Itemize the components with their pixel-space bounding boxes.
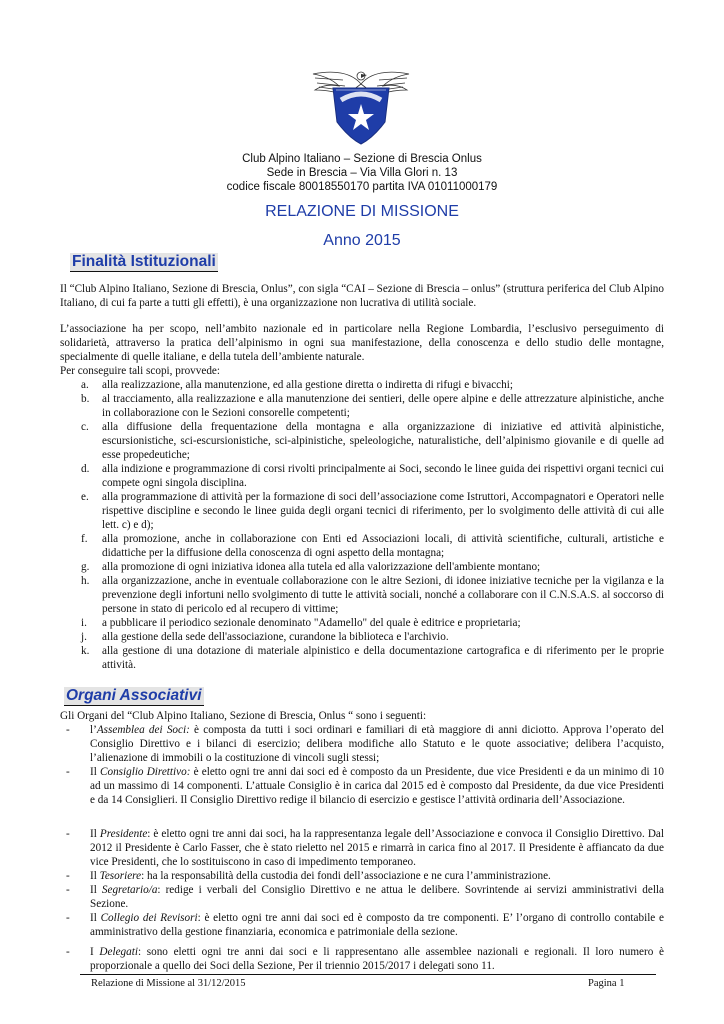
organ-item (60, 883, 664, 911)
purpose-item-text: alla indizione e programmazione di corsi rivolti principalmente ai Soci, secondo le linee guida dei rispettivi organi tecnici cui compete ogni singola disciplina. (102, 463, 664, 489)
organ-term: Delegati (99, 946, 138, 958)
organ-item-lead: Il (90, 828, 100, 840)
purpose-item (60, 378, 664, 392)
purpose-item-text: alla realizzazione, alla manutenzione, ed alla gestione diretta o indiretta di rifugi e bivacchi; (102, 379, 513, 391)
purpose-item (60, 574, 664, 616)
organ-item (60, 765, 664, 807)
paragraph-intro: Il “Club Alpino Italiano, Sezione di Brescia, Onlus”, con sigla “CAI – Sezione di Brescia – onlus” (struttura periferica del Club Alpino Italiano, di cui fa parte a tutti gli effetti), è una organizzazione non lucrativa di utilità sociale. (60, 283, 664, 309)
organ-item-text (90, 945, 664, 973)
list-marker: c. (81, 421, 89, 433)
footer-left: Relazione di Missione al 31/12/2015 (91, 978, 246, 989)
cai-logo (311, 66, 411, 146)
purpose-item (60, 532, 664, 560)
organ-description: : ha la responsabilità della custodia dei fondi dell’associazione e ne cura l’amministrazione. (141, 870, 551, 882)
list-marker: a. (81, 379, 89, 391)
organ-description: : sono eletti ogni tre anni dai soci e li rappresentano alle assemblee nazionali e regionali. Il loro numero è proporzionale a quello dei Soci della Sezione, Per il triennio 2015/2017 i delegati sono 11. (90, 946, 664, 972)
purpose-item-text: alla organizzazione, anche in eventuale collaborazione con le altre Sezioni, di idonee iniziative tecniche per la vigilanza e la prevenzione degli infortuni nello svolgimento di tutte le attività sociali, nonché a collaborare con il C.N.S.A.S. al soccorso di persone in stato di pericolo ed al recupero di vittime; (102, 575, 664, 615)
organ-item-lead: Il (90, 884, 102, 896)
organ-description: è eletto ogni tre anni dai soci ed è composto da un Presidente, due vice Presidenti e da un minimo di 10 ad un massimo di 14 componenti. L’attuale Consiglio è in carica dal 2015 ed è composto dal Presidente, da due vice Presidenti e da 14 Consiglieri. Il Consiglio Direttivo redige il bilancio di esercizio e gestisce l’attività ordinaria dell’Associazione. (90, 766, 664, 806)
organ-term: Tesoriere (99, 870, 142, 882)
organ-item-text (90, 883, 664, 911)
organ-description: è composta da tutti i soci ordinari e familiari di età maggiore di anni diciotto. Approva l’operato del Consiglio Direttivo e i bilanci di esercizio; delibera modifiche allo Statuto e le quote associative; delibera l’acquisto, l’alienazione di immobili o la costituzione di vincoli sugli stessi; (90, 724, 664, 764)
list-marker: e. (81, 491, 89, 503)
organ-item-text (90, 911, 664, 939)
purpose-item (60, 420, 664, 462)
organ-description: : è eletto ogni tre anni dai soci, ha la rappresentanza legale dell’Associazione e convoca il Consiglio Direttivo. Dal 2012 il Presidente è Carlo Fasser, che è stato rieletto nel 2015 e rimarrà in carica fino al 2017. Il Presidente è affiancato da due vice Presidenti, che lo sostituiscono in caso di impedimento temporaneo. (90, 828, 664, 868)
purpose-item-text: alla promozione di ogni iniziativa idonea alla tutela ed alla valorizzazione dell'ambiente montano; (102, 561, 541, 573)
organ-term: Segretario/a (101, 884, 158, 896)
list-marker: - (66, 912, 70, 924)
purpose-item (60, 392, 664, 420)
purpose-item-text: alla programmazione di attività per la formazione di soci dell’associazione come Istruttori, Accompagnatori e Operatori nelle rispettive discipline e secondo le linee guida degli organi tecnici di riferimento, per lo svolgimento delle attività di cui alle lett. c) e d); (102, 491, 664, 531)
page-number: Pagina 1 (588, 978, 625, 989)
organ-item-lead: I (90, 946, 100, 958)
list-marker: - (66, 828, 70, 840)
org-fiscal-code: codice fiscale 80018550170 partita IVA 01011000179 (226, 181, 498, 193)
list-marker: g. (81, 561, 90, 573)
section-heading-finalita: Finalità Istituzionali (72, 253, 216, 270)
org-name: Club Alpino Italiano – Sezione di Brescia Onlus (242, 153, 482, 165)
organ-description: : è eletto ogni tre anni dai soci ed è composto da tre componenti. E’ l’organo di controllo contabile e amministrativo della gestione finanziaria, economica e patrimoniale della sezione. (90, 912, 664, 938)
organ-description: : redige i verbali del Consiglio Direttivo e ne attua le delibere. Sovrintende ai servizi amministrativi della Sezione. (90, 884, 665, 910)
organ-item (60, 827, 664, 869)
purpose-item (60, 616, 664, 630)
organ-item (60, 869, 664, 883)
organ-item-text (90, 869, 664, 883)
list-marker: f. (81, 533, 88, 545)
organ-term: Consiglio Direttivo: (100, 766, 191, 778)
purpose-item (60, 462, 664, 490)
purpose-item-text: alla promozione, anche in collaborazione con Enti ed Associazioni locali, di attività scientifiche, culturali, artistiche e didattiche per la diffusione della conoscenza di ogni aspetto della montagna; (102, 533, 664, 559)
list-marker: d. (81, 463, 90, 475)
list-marker: i. (81, 617, 87, 629)
footer-divider (80, 974, 656, 975)
list-marker: h. (81, 575, 90, 587)
organ-item (60, 723, 664, 765)
paragraph-provvede: Per conseguire tali scopi, provvede: (60, 365, 220, 377)
organ-item (60, 945, 664, 973)
organ-item-lead: Il (90, 766, 101, 778)
list-marker: - (66, 946, 70, 958)
list-marker: j. (81, 631, 87, 643)
organ-item-lead: Il (90, 870, 100, 882)
paragraph-scopo: L’associazione ha per scopo, nell’ambito nazionale ed in particolare nella Regione Lombardia, l’esclusivo perseguimento di solidarietà, attraverso la pratica dell’alpinismo in ogni sua manifestazione, della conoscenza e dello studio delle montagne, specialmente di quelle italiane, e della tutela dell’ambiente naturale. (60, 323, 664, 363)
purpose-item-text: alla diffusione della frequentazione della montagna e alla organizzazione di iniziative ed attività alpinistiche, escursionistiche, sci-escursionistiche, sci-alpinistiche, speleologiche, naturalistiche, dell’alpinismo giovanile e di quelle ad esse propedeutiche; (102, 421, 664, 461)
organ-item-lead: l’ (90, 724, 97, 736)
organ-item-text (90, 723, 664, 765)
purpose-item (60, 490, 664, 532)
list-marker: k. (81, 645, 90, 657)
organ-item-text (90, 765, 664, 807)
organ-item-text (90, 827, 664, 869)
purpose-item-text: alla gestione di una dotazione di materiale alpinistico e della documentazione cartografica e di riferimento per le proprie attività. (102, 645, 664, 671)
purpose-item-text: al tracciamento, alla realizzazione e alla manutenzione dei sentieri, delle opere alpine e delle attrezzature alpinistiche, anche in collaborazione con le Sezioni consorelle competenti; (102, 393, 664, 419)
purpose-item-text: a pubblicare il periodico sezionale denominato "Adamello" del quale è editrice e proprietaria; (102, 617, 521, 629)
purpose-item-text: alla gestione della sede dell'associazione, curandone la biblioteca e l'archivio. (102, 631, 449, 643)
organ-term: Presidente (99, 828, 148, 840)
list-marker: b. (81, 393, 90, 405)
org-address: Sede in Brescia – Via Villa Glori n. 13 (266, 167, 458, 179)
organ-term: Collegio dei Revisori (100, 912, 198, 924)
document-year: Anno 2015 (323, 232, 401, 249)
organ-term: Assemblea dei Soci: (96, 724, 190, 736)
list-marker: - (66, 724, 70, 736)
paragraph-organi-intro: Gli Organi del “Club Alpino Italiano, Sezione di Brescia, Onlus “ sono i seguenti: (60, 710, 427, 722)
document-title: RELAZIONE DI MISSIONE (265, 203, 459, 220)
purpose-item (60, 644, 664, 672)
section-heading-organi: Organi Associativi (66, 687, 202, 704)
list-marker: - (66, 766, 70, 778)
purpose-item (60, 630, 664, 644)
list-marker: - (66, 884, 70, 896)
purpose-item (60, 560, 664, 574)
list-marker: - (66, 870, 70, 882)
organ-item (60, 911, 664, 939)
organ-item-lead: Il (90, 912, 101, 924)
